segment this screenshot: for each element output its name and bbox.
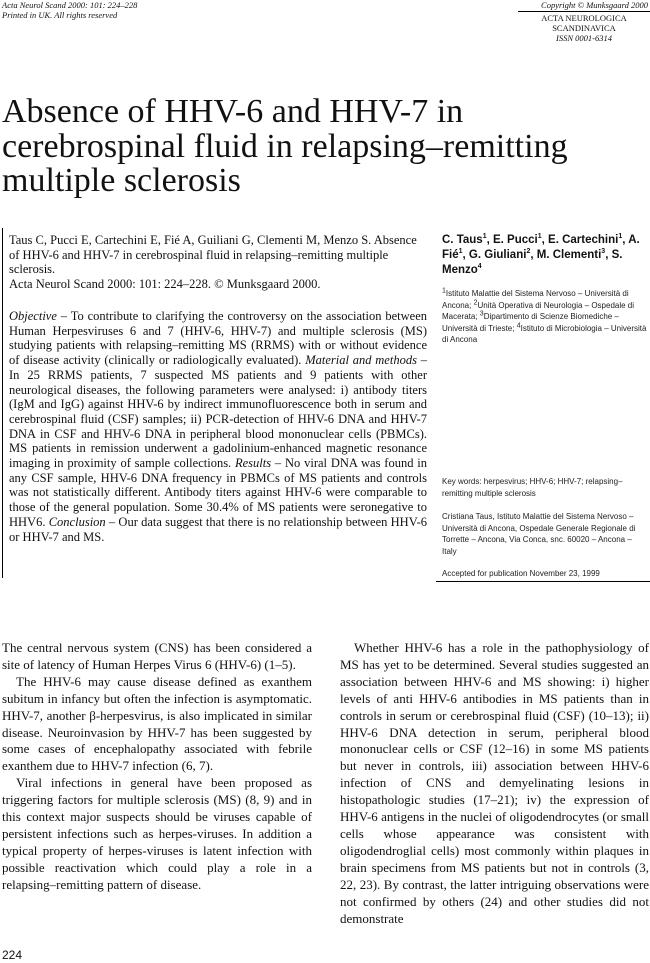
body-paragraph: The HHV-6 may cause disease defined as exanthem subitum in infancy but often the infection is asymptomatic. HHV-7, another β-herpesvirus, is also implicated in similar disease. Neuroinvasion by HHV-7 has been suggested by some cases of encephalopathy associated with febrile exanthem due to HHV-7 infection (6, 7). — [2, 673, 312, 774]
journal-block — [518, 13, 650, 43]
author-sup: 1 — [458, 248, 463, 256]
correspondence: Cristiana Taus, Istituto Malattie del Sistema Nervoso – Università di Ancona, Ospedale Generale Regionale di Torrette – Ancona, Via Conca, snc. 60020 – Ancona – Italy — [442, 512, 636, 556]
body-column-right — [340, 640, 649, 927]
abstract — [9, 309, 427, 544]
objective-text: – To contribute to clarifying the controversy on the association between Human Herpesviruses 6 and 7 (HHV-6, HHV-7) and multiple sclerosis (MS) studying patients with relapsing–remitting MS (RRMS) with or without evidence of disease activity (clinically or radiologically evaluated). — [9, 309, 427, 368]
affiliation: Istituto di Microbiologia – Università di Ancona — [442, 323, 647, 344]
author: C. Taus — [442, 234, 483, 246]
journal-name-1: ACTA NEUROLOGICA — [541, 13, 627, 23]
printed-line: Printed in UK. All rights reserved — [2, 10, 118, 20]
issn: ISSN 0001-6314 — [556, 33, 612, 43]
affil-sup: 3 — [479, 310, 484, 318]
author: M. Clementi — [536, 249, 602, 261]
body-column-left — [2, 640, 312, 894]
author-sup: 3 — [601, 248, 606, 256]
sidebar-bottom-rule — [436, 581, 650, 582]
affil-sup: 4 — [516, 321, 521, 329]
author-sup: 1 — [618, 233, 623, 241]
results-text: – No viral DNA was found in any CSF sample, HHV-6 DNA frequency in PBMCs of MS patients and controls was not statistically different. Antibody titers against HHV-6 were comparable to those of the general population. Some 30.4% of MS patients were seronegative to HHV6. — [9, 456, 427, 529]
accepted-date: Accepted for publication November 23, 1999 — [442, 569, 600, 578]
affiliation: Istituto Malattie del Sistema Nervoso – Università di Ancona; — [442, 289, 629, 310]
copyright-line: Copyright © Munksgaard 2000 — [541, 0, 648, 10]
author: E. Pucci — [492, 234, 538, 246]
author-list: C. Taus$^1$, E. Pucci$^1$, E. Cartechini$^1$, A. Fié$^1$, G. Giuliani$^2$, M. Clementi$^3$, S. Menzo$^4$ — [442, 233, 640, 276]
journal-name-2: SCANDINAVICA — [552, 23, 616, 33]
methods-text: – In 25 RRMS patients, 7 suspected MS patients and 9 patients with other neurological diseases, the following parameters were analysed: i) antibody titers (IgM and IgG) against HHV-6 by indirect immunofluorescence both in serum and cerebrospinal fluid (CSF) samples; ii) PCR-detection of HHV-6 DNA and HHV-7 DNA in CSF and HHV-6 DNA in peripheral blood mononuclear cells (PBMCs). MS patients in remission underwent a gadolinium-enhanced magnetic resonance imaging in proximity of sample collections. — [9, 353, 427, 471]
journal-citation-line: Acta Neurol Scand 2000: 101: 224–228 — [2, 0, 138, 10]
citation-text: Taus C, Pucci E, Cartechini E, Fié A, Guiliani G, Clementi M, Menzo S. Absence of HHV-6 and HHV-7 in cerebrospinal fluid in relapsing–remitting multiple sclerosis. — [9, 233, 417, 277]
author-sup: 1 — [537, 233, 542, 241]
author-sup: 4 — [477, 263, 482, 271]
header-citation — [2, 0, 137, 20]
page-number: 224 — [2, 948, 23, 962]
citation-source: Acta Neurol Scand 2000: 101: 224–228. © Munksgaard 2000. — [9, 277, 321, 292]
header-rule — [518, 11, 650, 12]
affil-sup: 1 — [442, 287, 446, 295]
conclusion-text: – Our data suggest that there is no relationship between HHV-6 or HHV-7 and MS. — [9, 514, 427, 544]
conclusion-label: Conclusion — [48, 514, 106, 529]
affiliation: Unità Operativa di Neurologia – Ospedale di Macerata; — [442, 300, 635, 321]
results-label: Results — [235, 456, 272, 471]
author: G. Giuliani — [468, 249, 527, 261]
abstract-margin-rule — [2, 228, 3, 578]
keywords: Key words: herpesvirus; HHV-6; HHV-7; relapsing–remitting multiple sclerosis — [442, 477, 623, 498]
author-sup: 1 — [482, 233, 487, 241]
author: S. Menzo — [442, 249, 623, 276]
author-sup: 2 — [526, 248, 531, 256]
author: A. Fié — [442, 234, 640, 261]
body-paragraph: Viral infections in general have been proposed as triggering factors for multiple sclerosis (MS) (8, 9) and in this context major suspects should be viruses capable of persistent infections such as herpes-viruses. In addition a typical property of herpes-viruses is latent infection with possible reactivation which could play a role in a relapsing–remitting pattern of disease. — [2, 775, 312, 892]
citation-block — [9, 233, 427, 292]
body-paragraph: Whether HHV-6 has a role in the pathophysiology of MS has yet to be determined. Several studies suggested an association between HHV-6 and MS showing: i) higher levels of anti HHV-6 antibodies in MS patients than in controls in serum or cerebrospinal fluid (CSF) (10–13); ii) HHV-6 DNA detection in serum, peripheral blood mononuclear cells or CSF (12–16) in some MS patients but never in controls, iii) association between HHV-6 infection of CNS and demyelinating lesions in histopathologic studies (17–21); iv) the expression of HHV-6 antigens in the nuclei of oligodendrocytes (or small cells whose appearance was consistent with oligodendroglial cells) most commonly within plaques in brain specimens from MS patients but not in controls (3, 22, 23). By contrast, the latter intriguing observations were not confirmed by others (24) and other studies did not demonstrate — [340, 640, 649, 926]
author: E. Cartechini — [548, 234, 619, 246]
methods-label: Material and methods — [305, 353, 417, 368]
affiliations — [442, 288, 648, 346]
affiliation: Dipartimento di Scienze Biomediche – Università di Trieste; — [442, 312, 619, 333]
affil-sup: 2 — [473, 298, 478, 306]
body-paragraph: The central nervous system (CNS) has been considered a site of latency of Human Herpes Virus 6 (HHV-6) (1–5). — [2, 640, 312, 672]
article-title: Absence of HHV-6 and HHV-7 in cerebrospinal fluid in relapsing–remitting multiple sclerosis — [2, 93, 568, 199]
objective-label: Objective — [9, 309, 57, 323]
